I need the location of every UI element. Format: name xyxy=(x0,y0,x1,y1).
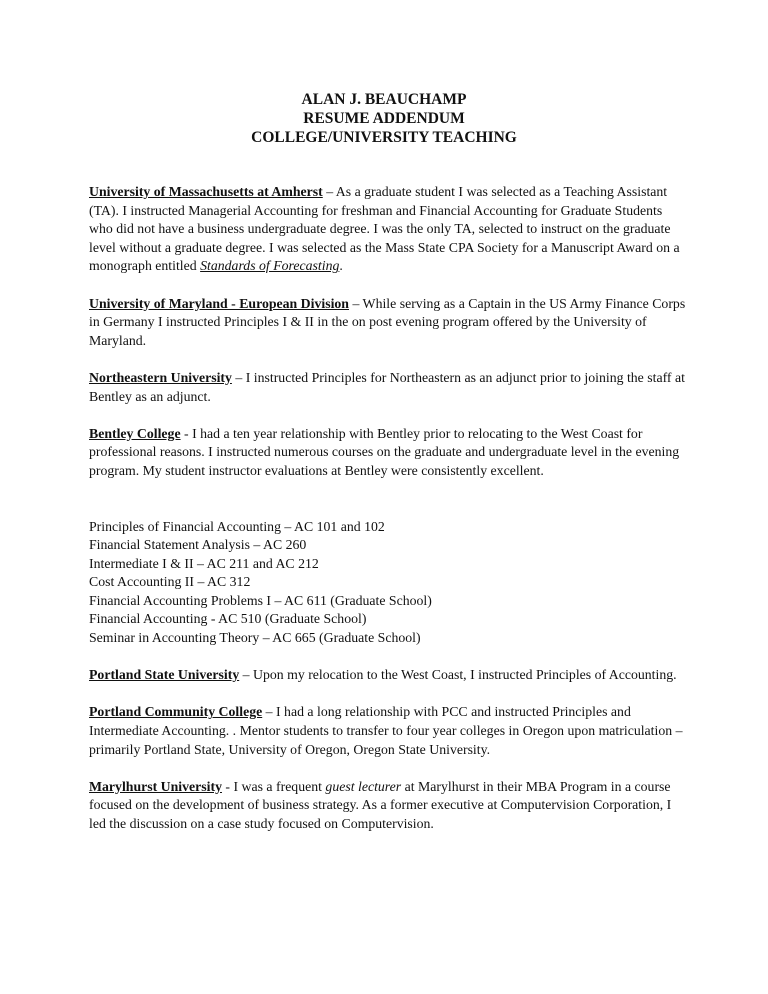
umass-text: – As a graduate student I was selected as a Teaching Assistant (TA). I instructed Managerial Accounting for freshman and Financial Accounting for Graduate Students who did not have a business undergraduate degree. I was the only TA, selected to instruct on the graduate level without a graduate degree. I was selected as the Mass State CPA Society for a Manuscript Award on a monograph entitled xyxy=(89,184,680,274)
course-item: Financial Statement Analysis – AC 260 xyxy=(89,537,307,553)
marylhurst-text: - I was a frequent xyxy=(221,778,326,794)
section-umass xyxy=(89,183,689,276)
umass-text-end: . xyxy=(339,258,343,274)
org-umass: University of Massachusetts at Amherst xyxy=(89,184,323,199)
author-name: ALAN J. BEAUCHAMP xyxy=(301,91,467,108)
course-item: Financial Accounting Problems I – AC 611 (Graduate School) xyxy=(89,592,432,608)
org-maryland: University of Maryland - European Division xyxy=(89,295,349,311)
section-bentley xyxy=(89,425,689,481)
resume-body xyxy=(89,183,689,852)
northeastern-text: – I instructed Principles for Northeastern as an adjunct prior to joining the staff at Bentley as an adjunct. xyxy=(89,369,685,404)
section-northeastern xyxy=(89,369,689,406)
guest-lecturer-role: guest lecturer xyxy=(325,778,402,794)
monograph-title: Standards of Forecasting xyxy=(200,258,340,274)
document-title: RESUME ADDENDUM xyxy=(303,110,465,127)
pcc-text: – I had a long relationship with PCC and instructed Principles and Intermediate Accounting. . Mentor students to transfer to four year colleges in Oregon upon matriculation – primarily Portland State, University of Oregon, Oregon State University. xyxy=(89,704,683,757)
org-marylhurst: Marylhurst University xyxy=(89,778,222,794)
section-marylhurst xyxy=(89,778,689,834)
org-bentley: Bentley College xyxy=(89,425,181,441)
org-northeastern: Northeastern University xyxy=(89,369,232,385)
maryland-text: – While serving as a Captain in the US Army Finance Corps in Germany I instructed Principles I & II in the on post evening program offered by the University of Maryland. xyxy=(89,295,686,348)
section-maryland xyxy=(89,295,689,351)
document-subtitle: COLLEGE/UNIVERSITY TEACHING xyxy=(251,129,517,146)
course-item: Seminar in Accounting Theory – AC 665 (Graduate School) xyxy=(89,630,421,646)
course-item: Financial Accounting - AC 510 (Graduate School) xyxy=(89,611,367,627)
course-item: Intermediate I & II – AC 211 and AC 212 xyxy=(89,555,319,571)
portland-state-text: – Upon my relocation to the West Coast, I instructed Principles of Accounting. xyxy=(239,667,677,683)
resume-header xyxy=(0,90,768,147)
org-pcc: Portland Community College xyxy=(89,704,263,720)
section-portland-state xyxy=(89,666,689,685)
course-item: Principles of Financial Accounting – AC 101 and 102 xyxy=(89,518,385,534)
section-pcc xyxy=(89,703,689,759)
course-item: Cost Accounting II – AC 312 xyxy=(89,574,251,590)
org-portland-state: Portland State University xyxy=(89,667,240,683)
marylhurst-text-end: at Marylhurst in their MBA Program in a course focused on the development of business strategy. As a former executive at Computervision Corporation, I led the discussion on a case study focused on Computervision. xyxy=(89,778,672,831)
bentley-text: - I had a ten year relationship with Bentley prior to relocating to the West Coast for professional reasons. I instructed numerous courses on the graduate and undergraduate level in the evening program. My student instructor evaluations at Bentley were consistently excellent. xyxy=(89,425,680,478)
